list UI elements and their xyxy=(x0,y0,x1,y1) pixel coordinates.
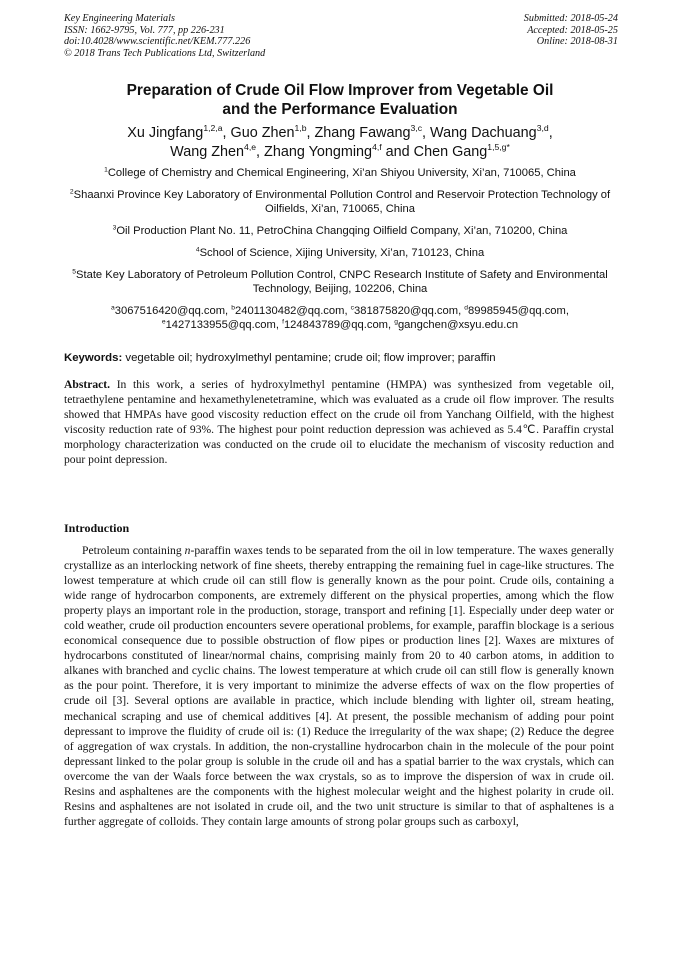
copyright-line: © 2018 Trans Tech Publications Ltd, Switzerland xyxy=(64,47,266,59)
email-address[interactable]: 124843789@qq.com xyxy=(283,319,388,331)
author-sup: 4,f xyxy=(372,142,382,153)
abstract-label: Abstract. xyxy=(64,378,111,391)
introduction-heading: Introduction xyxy=(64,521,130,535)
email-line-2: $^e$1427133955@qq.com, $^f$124843789@qq.com, $^g$gangchen@xsyu.edu.cn xyxy=(161,318,519,331)
email-address[interactable]: 2401130482@qq.com xyxy=(235,305,345,317)
paper-title xyxy=(60,82,620,119)
author-line-2 xyxy=(50,143,630,162)
keywords xyxy=(64,351,624,365)
author-sep: , xyxy=(256,144,265,160)
intro-lead: Petroleum containing xyxy=(82,544,185,557)
author-sup: 1,b xyxy=(294,123,307,134)
introduction-body xyxy=(64,543,614,829)
email-list xyxy=(60,304,620,332)
email-address[interactable]: 89985945@qq.com xyxy=(468,305,566,317)
author-name: Zhang Fawang xyxy=(314,125,411,141)
author-list xyxy=(50,124,630,162)
doi-line: doi:10.4028/www.scientific.net/KEM.777.226 xyxy=(64,36,251,48)
keywords-label: Keywords: xyxy=(64,352,123,364)
author-line-1: Xu Jingfang$^{1,2,a}$, Guo Zhen$^{1,b}$, Zhang Fawang$^{3,c}$, Wang Dachuang$^{3,d}$, xyxy=(127,123,553,141)
email-address[interactable]: 381875820@qq.com xyxy=(354,305,459,317)
intro-text: -paraffin waxes tends to be separated from the oil in low temperature. The waxes generally crystallize as an interlocking network of fine sheets, thereby entrapping the remaining fuel in cage-like structures. The lowest temperature at which crude oil can still flow is generally known as the pour point. Crude oils, containing a wide range of hydrocarbon components, are extremely different on the physical properties, among which the flow property plays an important role in the production, storage, transport and refining [1]. Especially under deep water or cold weather, crude oil production encounters severe operational problems, for example, paraffin blockage is a serious economical consequence due to possible obstruction of flow pipes or production lines [2]. Waxes are mixtures of hydrocarbons constituted of linear/normal chains, comprising mainly from 20 to 40 carbon atoms, in addition to alkanes with branched and cyclic chains. The lowest temperature at which crude oil can still flow is generally known as the pour point. Therefore, it is very important to minimize the adverse effects of wax on the flow properties of crude oil [3]. Several options are available in practice, which include blending with lighter oil, stream heating, mechanical scraping and use of chemical additives [4]. At present, the possible mechanism of adding pour point depressant to improve the fluidity of crude oil is: (1) Reduce the irregularity of the wax shape; (2) Reduce the degree of aggregation of wax crystals. In addition, the non-crystalline hydrocarbon chain in the molecule of the pour point depressant linked to the polar group is soluble in the crude oil and has a spatial barrier to the wax crystals, which can overcome the van der Waals force between the wax crystals, so as to improve the dispersion of wax in crude oil. Resins and asphaltenes are the components with the highest molecular weight and the highest polarity in crude oil. Resins and asphaltenes are not isolated in crude oil, and the two unit structure is similar to that of asphaltenes is a further aggregate of colloids. They contain large amounts of strong polar groups such as carboxyl, xyxy=(64,544,614,828)
author-name: Chen Gang xyxy=(413,144,488,160)
author-sup: 1,2,a xyxy=(203,123,223,134)
author-sep: and xyxy=(381,144,414,160)
author-name: Wang Zhen xyxy=(170,144,245,160)
author-sep: , xyxy=(422,125,431,141)
affiliation-2: $^2$Shaanxi Province Key Laboratory of Environmental Pollution Control and Reservoir Protection Technology of Oilfields, Xi’an, 710065, China xyxy=(69,188,611,215)
accepted-date: Accepted: 2018-05-25 xyxy=(527,24,618,36)
abstract xyxy=(64,377,614,468)
author-name: Xu Jingfang xyxy=(127,125,204,141)
submitted-date: Submitted: 2018-05-24 xyxy=(523,13,618,24)
author-sup: 4,e xyxy=(244,142,257,153)
author-sep: , xyxy=(222,125,231,141)
journal-header-left xyxy=(64,13,265,59)
email-line-1: $^a$3067516420@qq.com, $^b$2401130482@qq.com, $^c$381875820@qq.com, $^d$89985945@qq.com, xyxy=(111,304,569,317)
affiliation-5: $^5$State Key Laboratory of Petroleum Pollution Control, CNPC Research Institute of Safety and Environmental Technology, Beijing, 102206, China xyxy=(72,268,608,295)
intro-italic: n xyxy=(184,544,191,557)
email-address[interactable]: 1427133955@qq.com xyxy=(165,319,276,331)
affiliations xyxy=(60,166,620,332)
email-address[interactable]: 3067516420@qq.com xyxy=(114,305,226,317)
title-line-2: and the Performance Evaluation xyxy=(222,100,458,118)
affiliation-4: $^4$School of Science, Xijing University, Xi’an, 710123, China xyxy=(195,246,485,259)
journal-name: Key Engineering Materials xyxy=(64,13,175,24)
author-name: Wang Dachuang xyxy=(430,125,537,141)
author-sep: , xyxy=(306,125,315,141)
author-name: Guo Zhen xyxy=(230,125,295,141)
issn-line: ISSN: 1662-9795, Vol. 777, pp 226-231 xyxy=(64,24,225,36)
online-date: Online: 2018-08-31 xyxy=(536,36,618,48)
author-sup: 3,d xyxy=(536,123,549,134)
abstract-text: In this work, a series of hydroxylmethyl pentamine (HMPA) was synthesized from vegetable oil, tetraethylene pentamine and hexamethylenetetramine, which was evaluated as a crude oil flow improver. The results showed that HMPAs have good viscosity reduction effect on the crude oil from Yanchang Oilfield, with the highest viscosity reduction rate of 93%. The highest pour point reduction depression was achieved as 5.4℃. Paraffin crystal morphology characterization was conducted on the crude oil to elucidate the mechanism of viscosity reduction and pour point depression. xyxy=(64,378,614,467)
affiliation-3: $^3$Oil Production Plant No. 11, PetroChina Changqing Oilfield Company, Xi’an, 710200, China xyxy=(112,224,568,237)
email-address[interactable]: gangchen@xsyu.edu.cn xyxy=(397,319,519,331)
affiliation-1: $^1$College of Chemistry and Chemical Engineering, Xi’an Shiyou University, Xi’an, 710065, China xyxy=(104,166,576,179)
title-line-1: Preparation of Crude Oil Flow Improver from Vegetable Oil xyxy=(126,82,554,99)
keywords-text: vegetable oil; hydroxylmethyl pentamine; crude oil; flow improver; paraffin xyxy=(125,352,496,364)
author-name: Zhang Yongming xyxy=(264,144,373,160)
author-sup: 1,5,g* xyxy=(487,142,510,153)
journal-header-right xyxy=(524,13,618,48)
author-sup: 3,c xyxy=(410,123,423,134)
